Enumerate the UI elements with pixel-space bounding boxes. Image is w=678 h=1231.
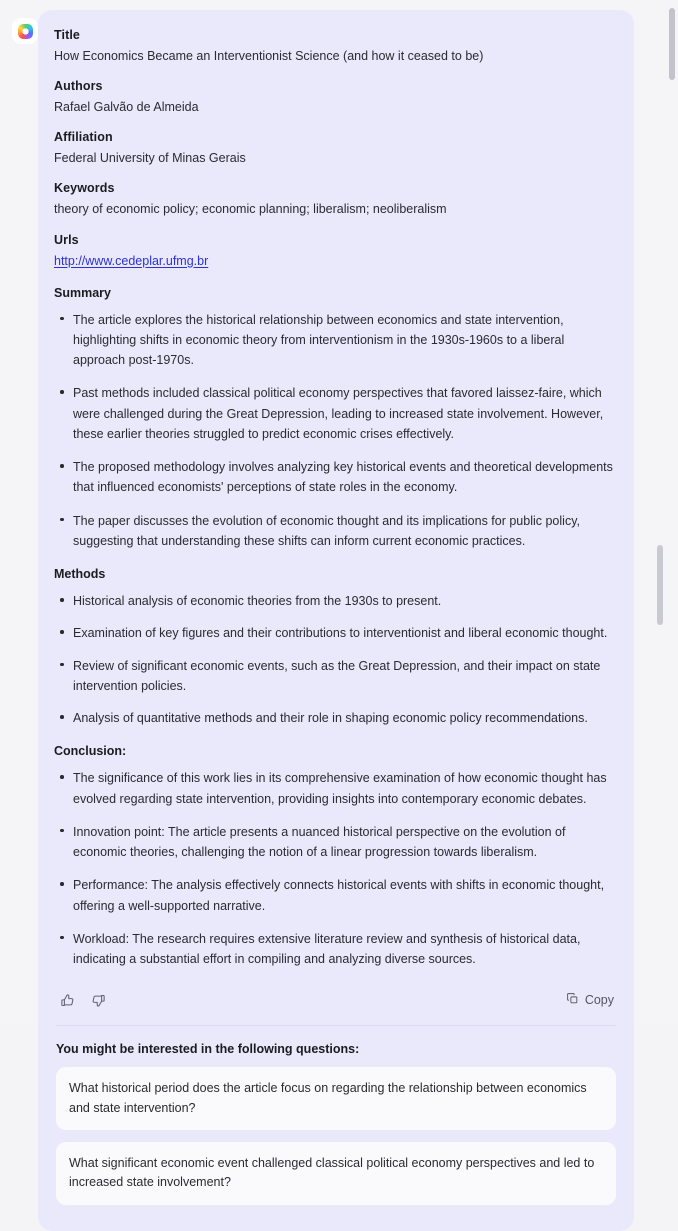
list-item: Innovation point: The article presents a nuanced historical perspective on the evolution of economic theories, challenging the notion of a linear progression towards liberalism.: [56, 822, 618, 863]
followup-question-1[interactable]: What historical period does the article focus on regarding the relationship between economics and state intervention?: [56, 1067, 616, 1130]
assistant-logo-icon: [18, 24, 33, 39]
field-title: [54, 28, 618, 65]
answer-card: [38, 10, 634, 1231]
field-authors-value: Rafael Galvão de Almeida: [54, 100, 199, 115]
section-divider: [56, 1025, 616, 1026]
list-item: Performance: The analysis effectively connects historical events with shifts in economic thought, offering a well-supported narrative.: [56, 875, 618, 916]
inner-scrollbar-thumb[interactable]: [657, 545, 663, 625]
field-authors: [54, 79, 618, 116]
field-keywords-value: theory of economic policy; economic planning; liberalism; neoliberalism: [54, 202, 447, 217]
field-affiliation-value: Federal University of Minas Gerais: [54, 151, 246, 166]
list-item: Examination of key figures and their contributions to interventionist and liberal economic thought.: [56, 623, 618, 643]
conclusion-heading: Conclusion:: [54, 744, 127, 759]
copy-label: Copy: [584, 993, 614, 1008]
followup-question-2[interactable]: What significant economic event challenged classical political economy perspectives and led to increased state involvement?: [56, 1142, 616, 1205]
copy-button[interactable]: [566, 992, 616, 1008]
assistant-avatar: [14, 20, 36, 42]
page-scrollbar-track[interactable]: [666, 0, 677, 1024]
conclusion-list: [56, 768, 618, 969]
thumbs-down-icon[interactable]: [87, 989, 109, 1011]
field-title-label: Title: [54, 28, 80, 42]
list-item: Workload: The research requires extensive literature review and synthesis of historical data, indicating a substantial effort in compiling and analyzing diverse sources.: [56, 929, 618, 970]
summary-list: [56, 310, 618, 552]
methods-list: [56, 591, 618, 728]
field-keywords: [54, 181, 618, 218]
list-item: Analysis of quantitative methods and their role in shaping economic policy recommendations.: [56, 708, 618, 728]
list-item: Past methods included classical political economy perspectives that favored laissez-faire, which were challenged during the Great Depression, leading to increased state involvement. However, these earlier theories struggled to predict economic crises effectively.: [56, 383, 618, 444]
paper-url-link[interactable]: http://www.cedeplar.ufmg.br: [54, 253, 209, 268]
list-item: The proposed methodology involves analyzing key historical events and theoretical developments that influenced economists' perceptions of state roles in the economy.: [56, 457, 618, 498]
field-title-value: How Economics Became an Interventionist Science (and how it ceased to be): [54, 49, 484, 63]
list-item: Review of significant economic events, such as the Great Depression, and their impact on state intervention policies.: [56, 656, 618, 697]
list-item: The significance of this work lies in its comprehensive examination of how economic thought has evolved regarding state intervention, providing insights into contemporary economic debates.: [56, 768, 618, 809]
list-item: Historical analysis of economic theories from the 1930s to present.: [56, 591, 618, 611]
field-urls: [54, 233, 618, 270]
feedback-bar: [54, 989, 618, 1011]
copy-icon: [566, 992, 579, 1008]
summary-heading: Summary: [54, 285, 111, 300]
field-affiliation-label: Affiliation: [54, 130, 113, 145]
methods-heading: Methods: [54, 567, 106, 581]
field-authors-label: Authors: [54, 79, 103, 94]
followup-title: You might be interested in the following questions:: [56, 1042, 360, 1057]
field-affiliation: [54, 130, 618, 167]
list-item: The article explores the historical relationship between economics and state intervention, highlighting shifts in economic theory from interventionism in the 1930s-1960s to a liberal approach post-1970s.: [56, 310, 618, 371]
field-urls-label: Urls: [54, 232, 79, 247]
thumbs-up-icon[interactable]: [56, 989, 78, 1011]
list-item: The paper discusses the evolution of economic thought and its implications for public policy, suggesting that understanding these shifts can inform current economic practices.: [56, 511, 618, 552]
field-keywords-label: Keywords: [54, 181, 115, 196]
page-scrollbar-thumb[interactable]: [669, 8, 675, 80]
